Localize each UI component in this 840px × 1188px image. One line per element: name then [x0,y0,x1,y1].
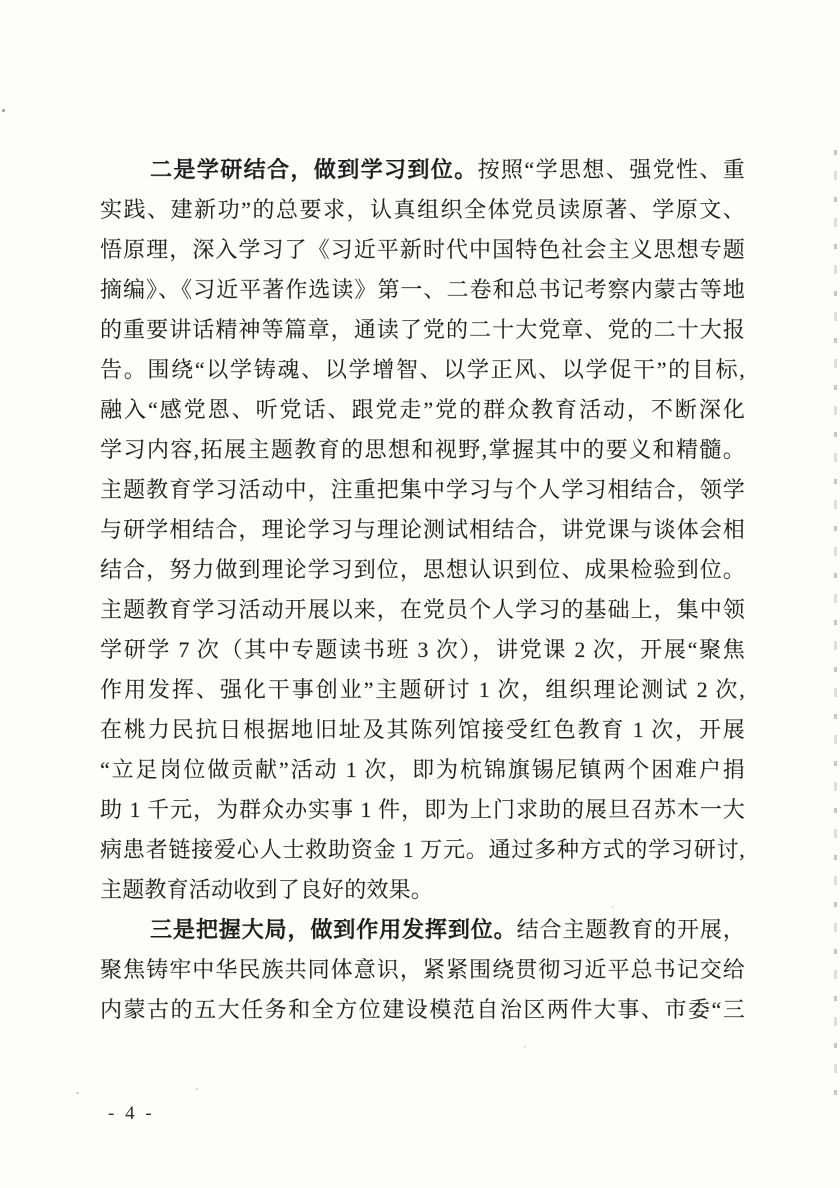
paragraph-2-heading-line [100,150,745,190]
text-run: 按照“学思想、强党性、重 [477,157,745,182]
text-run: 结合，努力做到理论学习到位，思想认识到位、成果检验到位。 [100,557,745,582]
text-run: 主题教育活动收到了良好的效果。 [100,877,434,902]
text-line [100,750,745,790]
text-run: 学习内容,拓展主题教育的思想和视野,掌握其中的要义和精髓。 [100,437,745,462]
scan-artifact-right-edge [834,150,837,1110]
text-line [100,830,745,870]
text-run: “立足岗位做贡献”活动 1 次，即为杭锦旗锡尼镇两个困难户捐 [100,757,745,782]
text-run: 的重要讲话精神等篇章，通读了党的二十大党章、党的二十大报 [100,317,745,342]
text-line [100,390,745,430]
text-run: 悟原理，深入学习了《习近平新时代中国特色社会主义思想专题 [100,237,745,262]
text-line [100,510,745,550]
scan-speck [196,1088,198,1090]
text-line [100,670,745,710]
text-run: 病患者链接爱心人士救助资金 1 万元。通过多种方式的学习研讨, [100,837,745,862]
text-run: 主题教育学习活动开展以来，在党员个人学习的基础上，集中领 [100,597,745,622]
text-line [100,430,745,470]
page-number: - 4 - [108,1103,155,1124]
scan-speck [524,1046,526,1048]
paragraph-2-last-line [100,870,745,910]
text-line [100,630,745,670]
text-line [100,790,745,830]
text-line [100,270,745,310]
text-line [100,470,745,510]
text-run: 内蒙古的五大任务和全方位建设模范自治区两件大事、市委“三 [100,997,745,1022]
text-run: 助 1 千元，为群众办实事 1 件，即为上门求助的展旦召苏木一大 [100,797,745,822]
text-run: 融入“感党恩、听党话、跟党走”党的群众教育活动，不断深化 [100,397,745,422]
text-run: 结合主题教育的开展， [516,917,745,942]
text-run: 学研学 7 次（其中专题读书班 3 次），讲党课 2 次，开展“聚焦 [100,637,745,662]
text-line [100,950,745,990]
body-text-block [100,150,745,1030]
text-line [100,710,745,750]
paragraph-3-heading-line [100,910,745,950]
scan-speck [612,906,614,908]
text-line [100,350,745,390]
text-run: 聚焦铸牢中华民族共同体意识，紧紧围绕贯彻习近平总书记交给 [100,957,745,982]
scan-speck [2,109,5,112]
scan-speck [76,1092,79,1094]
text-line [100,590,745,630]
text-run: 告。围绕“以学铸魂、以学增智、以学正风、以学促干”的目标, [100,357,745,382]
text-line [100,310,745,350]
text-run: 实践、建新功”的总要求，认真组织全体党员读原著、学原文、 [100,197,745,222]
text-line [100,550,745,590]
text-run: 在桃力民抗日根据地旧址及其陈列馆接受红色教育 1 次，开展 [100,717,745,742]
text-line [100,230,745,270]
text-run: 摘编》、《习近平著作选读》第一、二卷和总书记考察内蒙古等地 [100,277,745,302]
text-run: 与研学相结合，理论学习与理论测试相结合，讲党课与谈体会相 [100,517,745,542]
text-line [100,990,745,1030]
bold-run: 二是学研结合，做到学习到位。 [150,157,478,182]
text-run: 主题教育学习活动中，注重把集中学习与个人学习相结合，领学 [100,477,745,502]
text-line [100,190,745,230]
bold-run: 三是把握大局，做到作用发挥到位。 [150,917,517,942]
text-run: 作用发挥、强化干事创业”主题研讨 1 次，组织理论测试 2 次, [100,677,745,702]
